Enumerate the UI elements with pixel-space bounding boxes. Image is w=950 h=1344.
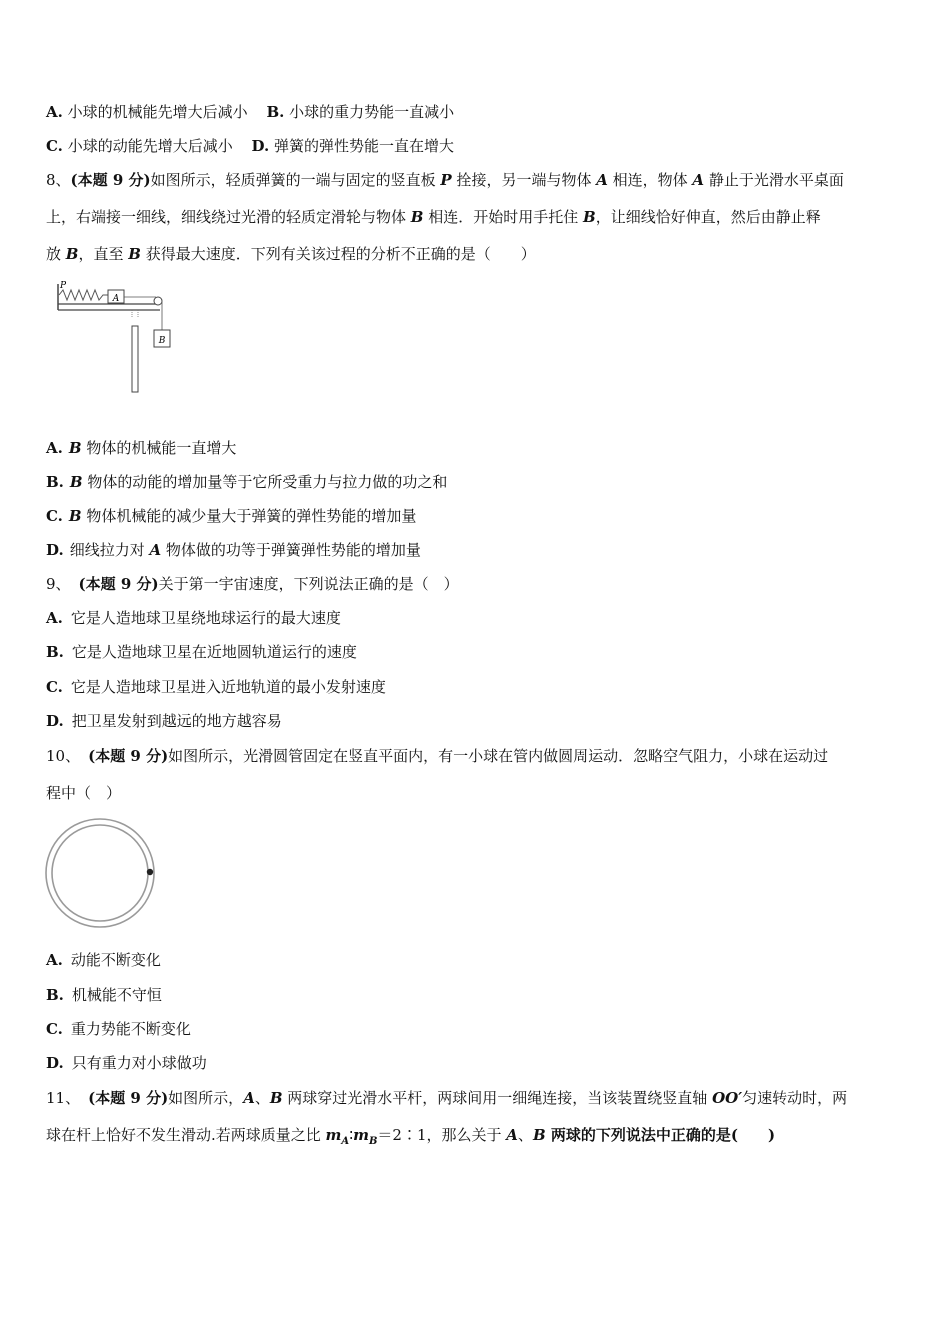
q8-var: B [128,245,141,263]
q10-option-d [46,1053,906,1073]
q10-stem-text: 程中（ ） [46,784,122,802]
q9-option-a-text: 它是人造地球卫星绕地球运行的最大速度 [70,609,341,627]
q8-option-a-text: 物体的机械能一直增大 [81,439,237,457]
q9-stem-text: 关于第一宇宙速度，下列说法正确的是（ ） [158,575,459,593]
q11-var: B [532,1126,546,1144]
q10-option-c [46,1019,906,1039]
q10-option-a [46,950,906,970]
q11-stem-line2 [46,1125,906,1152]
q8-label-b: B [158,336,166,346]
q11-text: 、 [517,1126,533,1144]
q10-tube-inner [52,825,148,921]
q8-text: 获得最大速度．下列有关该过程的分析不正确的是（ ） [140,245,536,263]
q8-var: B [583,208,596,226]
q8-text: ，让细线恰好伸直，然后由静止释 [595,208,821,226]
q8-text: 如图所示，轻质弹簧的一端与固定的竖直板 [150,171,441,189]
q7-options-ab [46,102,906,122]
q11-text: 匀速转动时，两 [742,1089,848,1107]
q11-var: A [506,1126,518,1144]
q8-var: B [68,507,82,525]
q8-text: 相连．开始时用手托住 [423,208,584,226]
q9-option-b-text: 它是人造地球卫星在近地圆轨道运行的速度 [71,643,357,661]
q11-text: 两球的下列说法中正确的是( ) [545,1126,776,1144]
q9-option-d-label: D. [46,712,64,730]
q9-option-c-label: C. [46,678,63,696]
q8-score: (本题 9 分) [70,171,151,189]
q10-score: (本题 9 分) [88,747,169,765]
q8-option-b-label: B. [46,473,64,491]
q8-var: B [410,208,424,226]
q10-figure [44,815,160,931]
q11-text: 如图所示， [168,1089,244,1107]
q11-subscript: B [368,1136,378,1147]
q7-option-b-label: B. [266,103,285,121]
q11-var: A [243,1089,255,1107]
q11-text: 球在杆上恰好不发生滑动.若两球质量之比 [46,1126,326,1144]
q8-option-a-label: A. [46,439,63,457]
q11-text: ∶ [349,1126,354,1144]
q10-option-a-text: 动能不断变化 [70,951,161,969]
q8-option-d-label: D. [46,541,64,559]
q7-option-c-label: C. [46,137,63,155]
q10-option-d-label: D. [46,1054,64,1072]
q9-option-a [46,608,906,628]
q8-stem-line2 [46,207,906,227]
q9-stem [46,574,906,594]
q8-option-d [46,540,906,560]
q10-stem-line1 [46,746,906,766]
q8-option-c-text: 物体机械能的减少量大于弹簧的弹性势能的增加量 [81,507,417,525]
q9-option-c-text: 它是人造地球卫星进入近地轨道的最小发射速度 [70,678,386,696]
q8-var: A [692,171,705,189]
q9-option-a-label: A. [46,609,63,627]
q10-option-c-label: C. [46,1020,63,1038]
q8-var: P [440,171,452,189]
q11-subscript: A [341,1136,350,1147]
q7-option-b-text: 小球的重力势能一直减小 [289,103,455,121]
q8-option-d-text: 细线拉力对 [69,541,150,559]
q11-stem-line1 [46,1088,906,1108]
q8-stem-line1 [46,170,906,190]
q8-var: A [149,541,162,559]
q8-var: B [65,245,79,263]
q10-option-b [46,985,906,1005]
q8-text: 拴接，另一端与物体 [451,171,597,189]
q10-option-a-label: A. [46,951,63,969]
q9-option-d [46,711,906,731]
q8-text: 静止于光滑水平桌面 [704,171,844,189]
q11-var: m [325,1126,342,1144]
q8-label-p: P [60,281,67,291]
q7-options-cd [46,136,906,156]
q11-var: B [269,1089,283,1107]
q8-stem-line3 [46,244,906,264]
q9-option-d-text: 把卫星发射到越远的地方越容易 [71,712,282,730]
q10-option-c-text: 重力势能不断变化 [70,1020,191,1038]
q7-option-a-text: 小球的机械能先增大后减小 [67,103,248,121]
q8-text: ，直至 [78,245,129,263]
q8-table-leg [132,326,138,392]
q10-ball [147,869,153,875]
q8-option-c-label: C. [46,507,63,525]
q8-option-d-text: 物体做的功等于弹簧弹性势能的增加量 [161,541,421,559]
q8-text: 放 [46,245,66,263]
q8-option-c [46,506,906,526]
q8-figure [50,280,180,396]
q9-option-c [46,677,906,697]
q8-var: B [69,473,83,491]
q8-pulley [154,297,162,305]
q10-tube-outer [46,819,154,927]
q10-option-b-text: 机械能不守恒 [71,986,162,1004]
q11-text: ＝2∶1，那么关于 [377,1126,507,1144]
q11-var: OO′ [712,1089,743,1107]
q8-option-a [46,438,906,458]
q11-text: 两球穿过光滑水平杆，两球间用一细绳连接，当该装置绕竖直轴 [282,1089,713,1107]
q8-text: 上，右端接一细线，细线绕过光滑的轻质定滑轮与物体 [46,208,411,226]
q11-score: (本题 9 分) [88,1089,169,1107]
q7-option-d-text: 弹簧的弹性势能一直在增大 [273,137,454,155]
q8-option-b [46,472,906,492]
q8-text: 相连，物体 [607,171,693,189]
q11-number: 11、 [46,1089,81,1107]
q10-number: 10、 [46,747,81,765]
q7-option-d-label: D. [251,137,270,155]
q7-option-a-label: A. [46,103,63,121]
q8-spring [59,290,108,300]
q10-stem-text: 如图所示，光滑圆管固定在竖直平面内，有一小球在管内做圆周运动．忽略空气阻力，小球在运动过 [168,747,829,765]
q9-number: 9、 [46,575,71,593]
q8-var: A [596,171,608,189]
q10-stem-line2 [46,783,906,803]
q9-score: (本题 9 分) [78,575,159,593]
q9-option-b [46,642,906,662]
q10-option-d-text: 只有重力对小球做功 [71,1054,207,1072]
q11-var: m [353,1126,369,1144]
q8-label-a: A [112,294,120,304]
q8-option-b-text: 物体的动能的增加量等于它所受重力与拉力做的功之和 [82,473,448,491]
q11-text: 、 [254,1089,270,1107]
q9-option-b-label: B. [46,643,64,661]
q8-number: 8、 [46,171,71,189]
q8-var: B [68,439,82,457]
q7-option-c-text: 小球的动能先增大后减小 [67,137,233,155]
q10-option-b-label: B. [46,986,64,1004]
